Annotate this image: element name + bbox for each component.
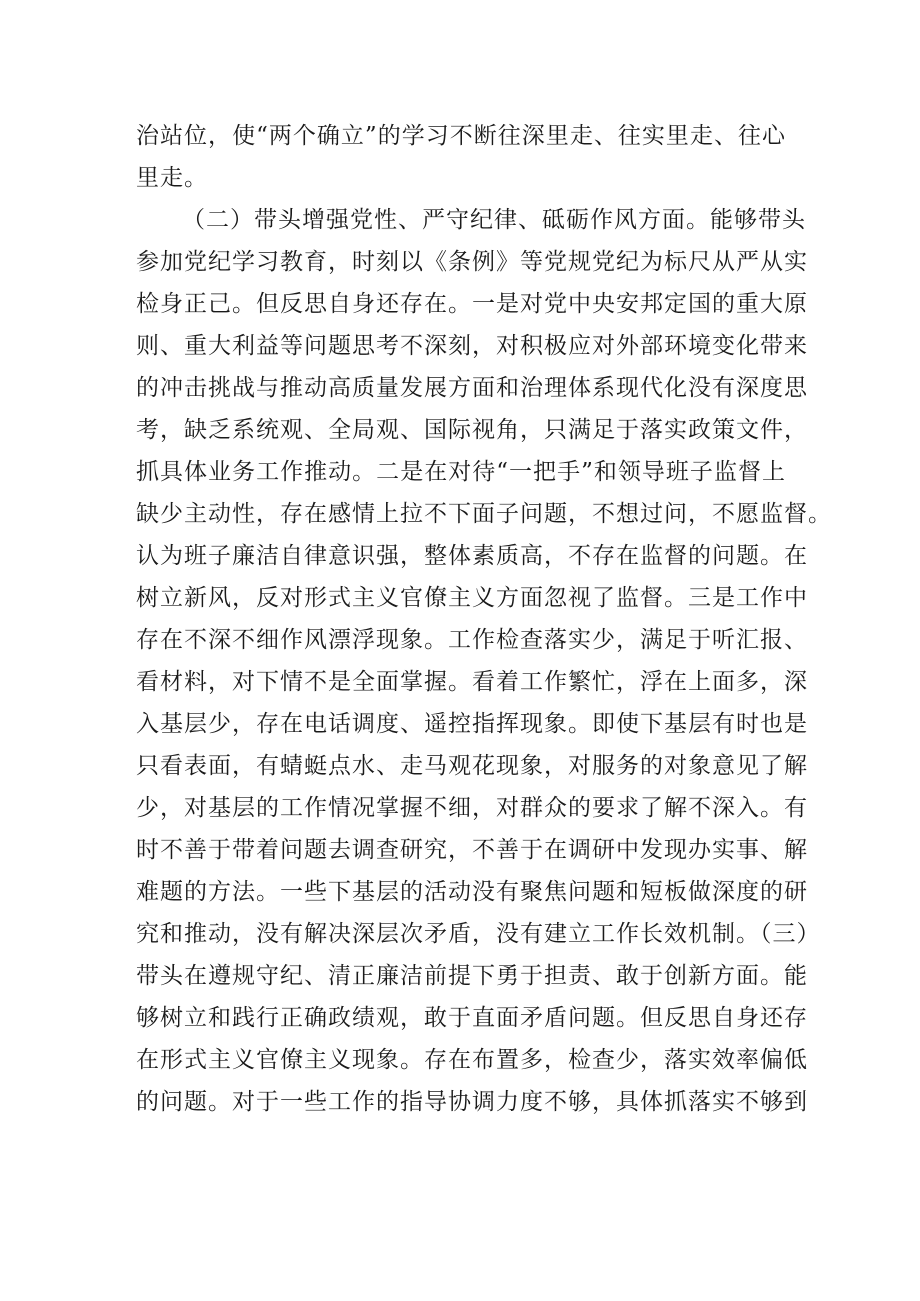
text-line-7: 的冲击挑战与推动高质量发展方面和治理体系现代化没有深度思 xyxy=(136,375,808,401)
text-line-19: 难题的方法。一些下基层的活动没有聚焦问题和短板做深度的研 xyxy=(136,879,808,905)
section-heading-line: （二）带头增强党性、严守纪律、砥砺作风方面。能够带头 xyxy=(182,207,806,233)
text-line-23: 在形式主义官僚主义现象。存在布置多，检查少，落实效率偏低 xyxy=(136,1047,808,1073)
text-line-4: 参加党纪学习教育，时刻以《条例》等党规党纪为标尺从严从实 xyxy=(136,249,808,275)
text-line-12: 树立新风，反对形式主义官僚主义方面忽视了监督。三是工作中 xyxy=(136,585,808,611)
text-line-8: 考，缺乏系统观、全局观、国际视角，只满足于落实政策文件， xyxy=(136,417,808,443)
text-line-20: 究和推动，没有解决深层次矛盾，没有建立工作长效机制。（三） xyxy=(136,921,821,947)
text-line-14: 看材料，对下情不是全面掌握。看着工作繁忙，浮在上面多，深 xyxy=(136,669,808,695)
text-line-10: 缺少主动性，存在感情上拉不下面子问题，不想过问，不愿监督。 xyxy=(136,501,832,527)
text-line-5: 检身正己。但反思自身还存在。一是对党中央安邦定国的重大原 xyxy=(136,291,808,317)
text-line-22: 够树立和践行正确政绩观，敢于直面矛盾问题。但反思自身还存 xyxy=(136,1005,808,1031)
text-line-16: 只看表面，有蜻蜓点水、走马观花现象，对服务的对象意见了解 xyxy=(136,753,808,779)
text-line-24: 的问题。对于一些工作的指导协调力度不够，具体抓落实不够到 xyxy=(136,1089,808,1115)
text-line-2: 里走。 xyxy=(136,165,208,191)
text-line-18: 时不善于带着问题去调查研究，不善于在调研中发现办实事、解 xyxy=(136,837,808,863)
text-line-21: 带头在遵规守纪、清正廉洁前提下勇于担责、敢于创新方面。能 xyxy=(136,963,808,989)
text-line-6: 则、重大利益等问题思考不深刻，对积极应对外部环境变化带来 xyxy=(136,333,808,359)
text-line-1: 治站位，使“两个确立”的学习不断往深里走、往实里走、往心 xyxy=(136,123,786,149)
text-line-13: 存在不深不细作风漂浮现象。工作检查落实少，满足于听汇报、 xyxy=(136,627,808,653)
text-line-11: 认为班子廉洁自律意识强，整体素质高，不存在监督的问题。在 xyxy=(136,543,808,569)
text-line-17: 少，对基层的工作情况掌握不细，对群众的要求了解不深入。有 xyxy=(136,795,808,821)
text-line-15: 入基层少，存在电话调度、遥控指挥现象。即使下基层有时也是 xyxy=(136,711,808,737)
text-line-9: 抓具体业务工作推动。二是在对待“一把手”和领导班子监督上 xyxy=(136,459,786,485)
